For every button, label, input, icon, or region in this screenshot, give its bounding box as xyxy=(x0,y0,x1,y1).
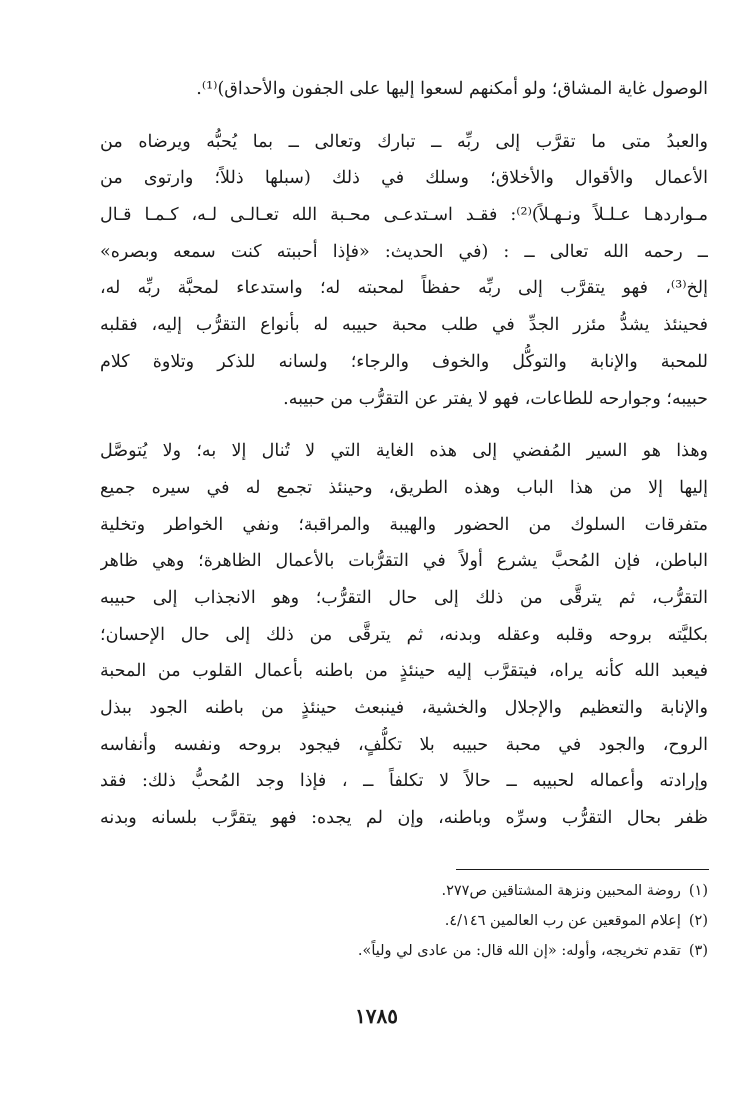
main-text xyxy=(100,71,708,837)
footnote-number: (٣) xyxy=(688,943,708,959)
text-line: فيعبد الله كأنه يراه، فيتقرَّب إليه حينئذٍ من باطنه بأعمال القلوب من المحبة xyxy=(100,661,708,682)
text-line: متفرقات السلوك من الحضور والهيبة والمراقبة؛ ونفي الخواطر وتخلية xyxy=(100,514,708,535)
text-line: وإرادته وأعماله لحبيبه ــ حالاً لا تكلفاً ــ ، فإذا وجد المُحبُّ ذلك: فقد xyxy=(100,771,708,792)
text-line: مـواردهـا عـلـلاً ونـهـلاً)⁽²⁾: فقـد اسـتدعـى محـبة الله تعـالـى لـه، كـمـا قـال xyxy=(100,205,708,226)
footnote-number: (١) xyxy=(688,883,708,899)
text-line: الباطن، فإن المُحبَّ يشرع أولاً في التقرُّبات بالأعمال الظاهرة؛ وهي ظاهر xyxy=(100,551,708,572)
text-line: والإنابة والتعظيم والإجلال والخشية، فينبعث حينئذٍ من باطنه الجود ببذل xyxy=(100,698,708,718)
paragraph-gap xyxy=(100,417,708,433)
footnote-number: (٢) xyxy=(688,913,708,929)
footnote-text: روضة المحبين ونزهة المشتاقين ص٢٧٧. xyxy=(441,883,681,899)
text-line: الروح، والجود في محبة حبيبه بلا تكلُّفٍ، فيجود بروحه ونفسه وأنفاسه xyxy=(100,734,708,755)
text-line: الأعمال والأقوال والأخلاق؛ وسلك في ذلك (سبلها ذللاً؛ وارتوى من xyxy=(100,168,708,189)
text-line: فحينئذ يشدُّ مئزر الجدِّ في طلب محبة حبيبه له بأنواع التقرُّب إليه، فقلبه xyxy=(100,315,708,336)
text-line: الوصول غاية المشاق؛ ولو أمكنهم لسعوا إليها على الجفون والأحداق)⁽¹⁾. xyxy=(196,79,708,99)
paragraph-gap xyxy=(100,108,708,124)
footnote xyxy=(200,936,708,966)
footnote xyxy=(200,876,708,906)
text-line: ظفر بحال التقرُّب وسرِّه وباطنه، وإن لم يجده: فهو يتقرَّب بلسانه وبدنه xyxy=(100,808,708,829)
page-number: ١٧٨٥ xyxy=(355,1004,398,1028)
text-line: حبيبه؛ وجوارحه للطاعات، فهو لا يفتر عن التقرُّب من حبيبه. xyxy=(283,388,708,409)
footnote-text: تقدم تخريجه، وأوله: «إن الله قال: من عادى لي ولياً». xyxy=(357,943,681,959)
text-line: والعبدُ متى ما تقرَّب إلى ربِّه ــ تبارك وتعالى ــ بما يُحبُّه ويرضاه من xyxy=(100,131,708,152)
footnote-separator xyxy=(456,869,709,870)
text-line: إلخ⁽³⁾، فهو يتقرَّب إلى ربِّه حفظاً لمحبته له؛ واستدعاء لمحبَّة ربِّه له، xyxy=(100,278,708,299)
text-line: للمحبة والإنابة والتوكُّل والخوف والرجاء؛ ولسانه للذكر وتلاوة كلام xyxy=(100,351,708,372)
text-line: بكليَّته بروحه وقلبه وعقله وبدنه، ثم يترقَّى من ذلك إلى حال الإحسان؛ xyxy=(100,624,708,645)
footnotes xyxy=(200,876,708,966)
text-line: وهذا هو السير المُفضي إلى هذه الغاية التي لا تُنال إلا به؛ ولا يُتوصَّل xyxy=(100,441,708,462)
footnote xyxy=(200,906,708,936)
text-line: ــ رحمه الله تعالى ــ : (في الحديث: «فإذا أحببته كنت سمعه وبصره» xyxy=(100,241,708,262)
text-line: إليها إلا من هذا الباب وهذه الطريق، وحينئذ تجمع له في سيره جميع xyxy=(100,477,708,498)
footnote-text: إعلام الموقعين عن رب العالمين ٤/١٤٦. xyxy=(444,913,681,929)
text-line: التقرُّب، ثم يترقَّى من ذلك إلى حال التقرُّب؛ وهو الانجذاب إلى حبيبه xyxy=(100,587,708,608)
